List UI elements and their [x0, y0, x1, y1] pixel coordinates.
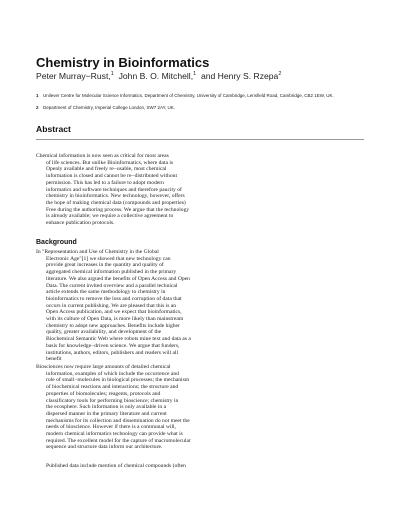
- text-line: enhance publication protocols.: [46, 220, 115, 227]
- background-paragraph: [46, 463, 186, 470]
- text-line: benefit: [46, 356, 62, 363]
- text-line: required. The excellent model for the capture of macromolecular: [46, 437, 191, 444]
- text-line: the ecosphere. Such information is only available in a: [46, 404, 167, 411]
- text-line: Biochemical Semantic Web where robots mine text and data as a: [46, 336, 191, 343]
- text-line: is already available; we require a collective agreement to: [46, 213, 174, 220]
- background-heading: Background: [36, 239, 77, 246]
- text-line: Free during the authoring process. We argue that the technology: [46, 206, 190, 213]
- affiliation-marker: 2: [278, 71, 282, 78]
- text-line: institutions, authors, editors, publishers and readers will all: [46, 349, 179, 356]
- text-line: Biosciences now require large amounts of detailed chemical: [36, 364, 171, 370]
- text-line: quality, greater availability, and development of the: [46, 329, 162, 336]
- text-line: basis for knowledge−driven science. We argue that funders,: [46, 342, 180, 349]
- background-paragraph: [36, 364, 191, 451]
- abstract-text: [36, 153, 189, 227]
- affiliation-marker: 1: [193, 71, 197, 78]
- affiliation-number: 1: [36, 93, 39, 98]
- divider: [36, 139, 364, 140]
- author-list: [36, 71, 281, 81]
- text-line: the hope of making chemical data (compounds and properties): [46, 199, 186, 206]
- text-line: sequence and structure data inform our architecture.: [46, 444, 163, 451]
- text-line: Data. The current invited overview and a parallel technical: [46, 282, 178, 289]
- author-name: and Henry S. Rzepa: [200, 71, 279, 81]
- text-line: modern chemical informatics technology can provide what is: [46, 431, 183, 438]
- text-line: bioinformatics to remove the loss and corruption of data that: [46, 295, 182, 302]
- text-line: Chemical information is now seen as critical for most areas: [36, 153, 169, 159]
- affiliation-number: 2: [36, 105, 39, 110]
- text-line: Open Access publication, and we expect that bioinformatics,: [46, 309, 182, 316]
- abstract-heading: Abstract: [36, 124, 71, 134]
- text-line: role of small−molecules in biological processes; the mechanism: [46, 377, 190, 384]
- text-line: literature. We also argued the benefits of Open Access and Open: [46, 275, 190, 282]
- text-line: information is closed and cannot be re−distributed without: [46, 173, 178, 180]
- affiliation-marker: 1: [110, 71, 114, 78]
- text-line: Electronic Age"[1] we showed that new technology can: [46, 255, 171, 262]
- text-line: dispersed manner in the primary literature and current: [46, 410, 167, 417]
- text-line: classificatory tools for performing bioscience; chemistry in: [46, 397, 179, 404]
- text-line: of life sciences. But unlike Bioinformatics, where data is: [46, 159, 174, 166]
- background-paragraph: [36, 249, 191, 363]
- text-line: In "Representation and Use of Chemistry in the Global: [36, 249, 159, 255]
- text-line: with its culture of Open Data, is more likely than mainstream: [46, 316, 184, 323]
- text-line: properties of biomolecules; reagents, protocols and: [46, 390, 161, 397]
- text-line: chemistry to adopt new approaches. Benefits include higher: [46, 322, 180, 329]
- affiliation-text: Department of Chemistry, Imperial College London, SW7 2AY, UK.: [43, 105, 176, 110]
- affiliation-text: Unilever Centre for Molecular Science Informatics, Department of Chemistry, University of Cambridge, Lensfield Road, Cambridge, CB2 1EW, UK.: [43, 93, 334, 98]
- text-line: permission. This has led to a failure to adopt modern: [46, 179, 164, 186]
- text-line: of biochemical reactions and interactions; the structure and: [46, 384, 179, 391]
- author-name: Peter Murray−Rust,: [36, 71, 111, 81]
- text-line: Published data include mention of chemical compounds (often: [46, 463, 186, 469]
- text-line: article extends the same methodology to chemistry in: [46, 289, 166, 296]
- text-line: information, examples of which include the occurrence and: [46, 370, 179, 377]
- paper-title: Chemistry in Bioinformatics: [36, 55, 210, 70]
- text-line: Openly available and freely re−usable, most chemical: [46, 166, 167, 173]
- text-line: occurs in current publishing. We are pleased that this is an: [46, 302, 177, 309]
- text-line: mechanisms for its collection and dissemination do not meet the: [46, 417, 190, 424]
- text-line: informatics and software techniques and therefore paucity of: [46, 186, 182, 193]
- text-line: aggregated chemical information published in the primary: [46, 269, 177, 276]
- text-line: chemistry in bioinformatics. New technology, however, offers: [46, 193, 185, 200]
- author-name: John B. O. Mitchell,: [118, 71, 194, 81]
- text-line: provide great increases in the quantity and quality of: [46, 262, 164, 269]
- text-line: needs of bioscience. However if there is a communal will,: [46, 424, 177, 431]
